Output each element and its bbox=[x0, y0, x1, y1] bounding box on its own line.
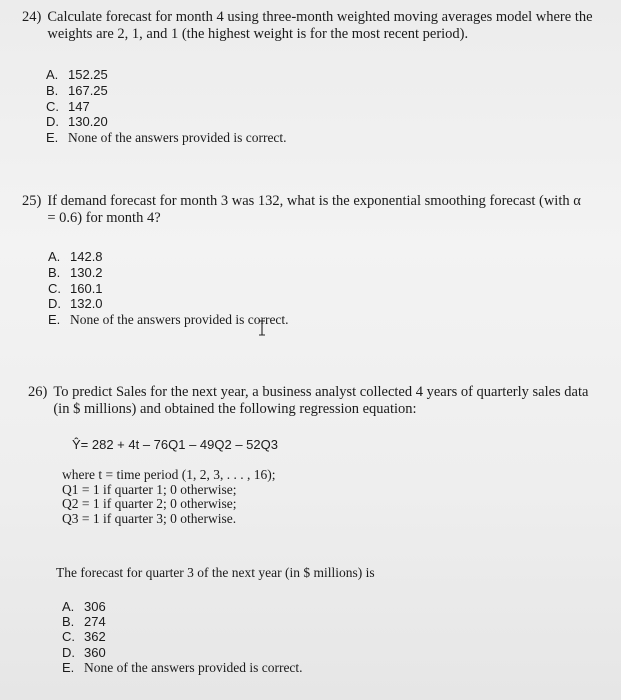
option-letter: C. bbox=[48, 280, 61, 296]
option-letter: E. bbox=[48, 312, 61, 328]
question-26-option-b[interactable] bbox=[62, 614, 462, 629]
text-cursor-icon bbox=[258, 320, 266, 336]
question-26-text: To predict Sales for the next year, a business analyst collected 4 years of quarterly sales data (in $ millions) and obtained the following regression equation: bbox=[53, 384, 589, 417]
question-25-options bbox=[48, 249, 448, 328]
option-letter: B. bbox=[62, 614, 75, 630]
option-letter: B. bbox=[48, 264, 61, 280]
question-26-options bbox=[62, 599, 462, 675]
question-26-stem bbox=[28, 384, 603, 418]
question-24-option-c[interactable] bbox=[46, 99, 446, 115]
question-24 bbox=[22, 9, 602, 43]
question-25-option-e[interactable] bbox=[48, 312, 448, 328]
question-26-prompt: The forecast for quarter 3 of the next year (in $ millions) is bbox=[56, 565, 375, 580]
option-text: 274 bbox=[84, 614, 106, 630]
question-25-option-c[interactable] bbox=[48, 281, 448, 297]
definition-line: Q1 = 1 if quarter 1; 0 otherwise; bbox=[62, 481, 237, 497]
question-25-text: If demand forecast for month 3 was 132, what is the exponential smoothing forecast (with α = 0.6) for month 4? bbox=[47, 193, 581, 226]
option-text: 142.8 bbox=[70, 249, 103, 264]
option-text: 132.0 bbox=[70, 296, 103, 312]
question-24-number: 24) bbox=[22, 9, 42, 25]
question-24-stem bbox=[22, 9, 602, 43]
option-text: 147 bbox=[68, 98, 90, 114]
option-text: None of the answers provided is correct. bbox=[70, 312, 289, 328]
option-letter: C. bbox=[46, 98, 59, 114]
option-letter: D. bbox=[46, 114, 59, 130]
definition-line: Q3 = 1 if quarter 3; 0 otherwise. bbox=[62, 510, 237, 526]
option-text: None of the answers provided is correct. bbox=[84, 659, 303, 675]
question-24-option-b[interactable] bbox=[46, 83, 446, 99]
option-text: 306 bbox=[84, 599, 106, 614]
option-text: 160.1 bbox=[70, 280, 103, 296]
option-text: None of the answers provided is correct. bbox=[68, 130, 287, 146]
option-letter: B. bbox=[46, 82, 59, 98]
question-25-number: 25) bbox=[22, 193, 42, 209]
option-letter: E. bbox=[62, 659, 75, 675]
question-24-text: Calculate forecast for month 4 using three-month weighted moving averages model where the weights are 2, 1, and 1 (the highest weight is for the most recent period). bbox=[47, 9, 593, 42]
definition-line: where t = time period (1, 2, 3, . . . , 16); bbox=[62, 467, 276, 482]
option-text: 360 bbox=[84, 644, 106, 660]
option-letter: A. bbox=[62, 599, 75, 614]
question-25-stem bbox=[22, 193, 582, 227]
option-letter: A. bbox=[48, 249, 61, 264]
option-text: 362 bbox=[84, 629, 106, 645]
regression-equation: Ŷ= 282 + 4t – 76Q1 – 49Q2 – 52Q3 bbox=[72, 437, 278, 452]
question-24-option-d[interactable] bbox=[46, 114, 446, 130]
question-24-option-e[interactable] bbox=[46, 130, 446, 146]
option-letter: D. bbox=[48, 296, 61, 312]
question-24-option-a[interactable] bbox=[46, 67, 446, 83]
question-25-option-d[interactable] bbox=[48, 296, 448, 312]
question-26-option-e[interactable] bbox=[62, 660, 462, 675]
question-26 bbox=[28, 384, 603, 418]
option-text: 152.25 bbox=[68, 67, 108, 82]
definition-line: Q2 = 1 if quarter 2; 0 otherwise; bbox=[62, 496, 237, 511]
option-letter: A. bbox=[46, 67, 59, 82]
question-25 bbox=[22, 193, 582, 227]
question-25-option-b[interactable] bbox=[48, 265, 448, 281]
option-letter: E. bbox=[46, 130, 59, 146]
question-24-options bbox=[46, 67, 446, 146]
question-25-option-a[interactable] bbox=[48, 249, 448, 265]
question-26-option-d[interactable] bbox=[62, 645, 462, 660]
option-text: 167.25 bbox=[68, 82, 108, 98]
question-26-option-c[interactable] bbox=[62, 629, 462, 644]
question-26-option-a[interactable] bbox=[62, 599, 462, 614]
option-letter: C. bbox=[62, 629, 75, 645]
option-text: 130.2 bbox=[70, 264, 103, 280]
option-letter: D. bbox=[62, 644, 75, 660]
question-26-number: 26) bbox=[28, 384, 48, 400]
variable-definitions bbox=[62, 468, 422, 526]
option-text: 130.20 bbox=[68, 114, 108, 130]
